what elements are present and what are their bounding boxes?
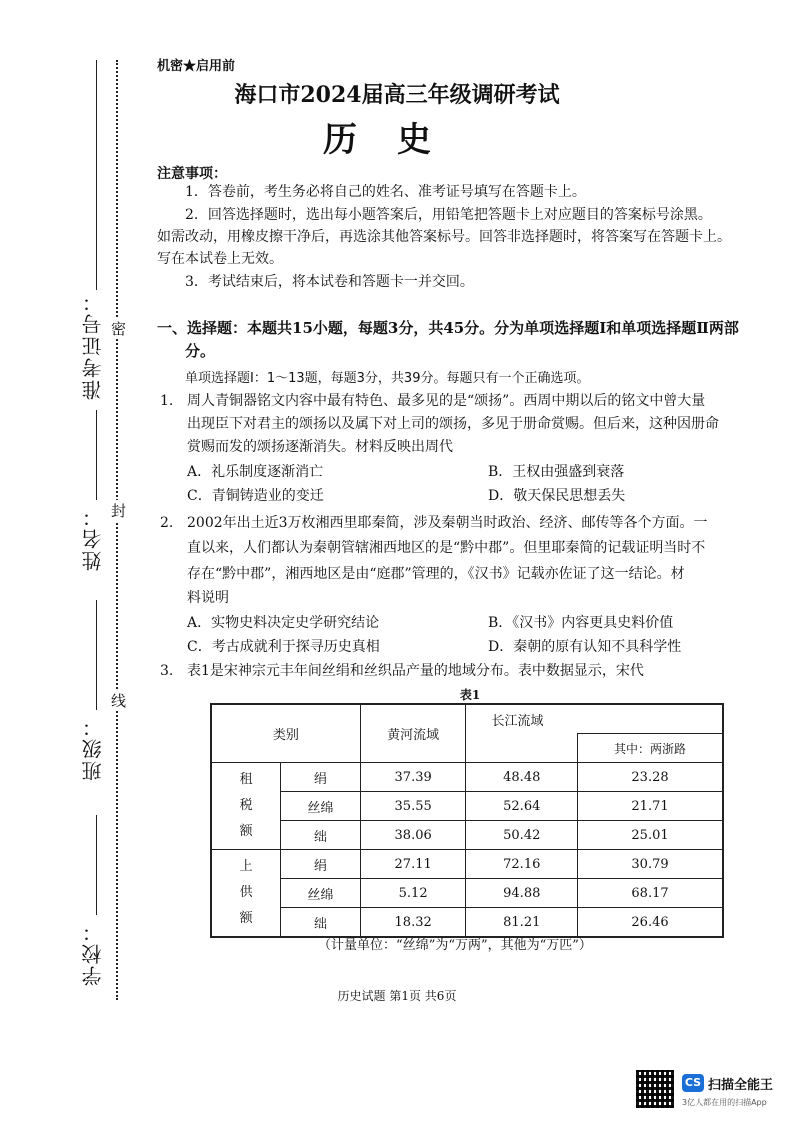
cell-huanghe: 38.06 [360,821,466,850]
cell-changjiang: 94.88 [466,879,578,908]
confidential-mark: 机密★启用前 [157,59,236,74]
cell-huanghe: 5.12 [360,879,466,908]
group-label-supply: 上 供 额 [211,850,281,938]
cell-huanghe: 37.39 [360,763,466,792]
question-2-line-4: 料说明 [187,590,229,606]
question-2-line-2: 直以来，人们都认为秦朝管辖湘西地区的是“黔中郡”。但里耶秦简的记载证明当时不 [187,540,706,556]
table-row [211,850,723,879]
notes-heading: 注意事项： [157,166,227,182]
group-label-tax: 租 税 额 [211,763,281,850]
note-item-3: 3．考试结束后，将本试卷和答题卡一并交回。 [185,274,474,290]
exam-number-label: 准考证号： [81,290,105,400]
question-2-option-a: A．实物史料决定史学研究结论 [187,615,380,631]
binding-dotted-line [116,60,118,1000]
qr-code-icon [636,1070,674,1108]
question-1-option-a: A．礼乐制度逐渐消亡 [187,464,324,480]
cell-changjiang: 50.42 [466,821,578,850]
question-1-option-b: B．王权由强盛到衰落 [488,464,625,480]
question-2-line-3: 存在“黔中郡”，湘西地区是由“庭郡”管理的，《汉书》记载亦佐证了这一结论。材 [187,566,685,582]
row-item: 绢 [281,763,361,792]
question-3-line-1: 表1是宋神宗元丰年间丝绢和丝织品产量的地域分布。表中数据显示，宋代 [187,663,644,679]
table-row [211,908,723,938]
table-caption: 表1 [459,688,481,702]
cell-huanghe: 18.32 [360,908,466,938]
cell-liangzhe: 21.71 [578,792,723,821]
exam-title: 海口市2024届高三年级调研考试 [234,82,560,108]
question-3-number: 3. [160,663,174,679]
table-row [211,763,723,792]
row-item: 丝绵 [281,792,361,821]
section-heading-cont: 分。 [185,342,216,360]
page-footer: 历史试题 第1页 共6页 [337,989,457,1003]
scanner-app-name: 扫描全能王 [708,1078,774,1093]
question-2-option-b: B．《汉书》内容更具史料价值 [488,615,674,631]
table-header-row [211,704,723,734]
note-item-1: 1．答卷前，考生务必将自己的姓名、准考证号填写在答题卡上。 [185,184,586,200]
row-item: 绢 [281,850,361,879]
name-blank [96,410,97,500]
question-1-line-2: 出现臣下对君主的颂扬以及属下对上司的颂扬，多见于册命赏赐。但后来，这种因册命 [187,416,719,432]
section-heading: 一、选择题：本题共15小题，每题3分，共45分。分为单项选择题Ⅰ和单项选择题Ⅱ两部 [157,319,739,337]
table-row [211,821,723,850]
question-1-option-c: C．青铜铸造业的变迁 [187,488,324,504]
cell-liangzhe: 30.79 [578,850,723,879]
subject-title: 历史 [323,120,471,160]
table-unit-note: （计量单位：“丝绵”为“万两”，其他为“万匹”） [318,938,592,953]
cell-liangzhe: 25.01 [578,821,723,850]
row-item: 丝绵 [281,879,361,908]
question-2-number: 2. [160,515,174,531]
question-1-option-d: D．敬天保民思想丢失 [488,488,626,504]
header-liangzhe: 其中：两浙路 [578,734,723,763]
cell-changjiang: 81.21 [466,908,578,938]
header-changjiang: 长江流域 [466,704,723,734]
camscanner-logo-icon: CS [682,1074,704,1092]
table-row [211,879,723,908]
seal-mi: 密 [111,320,127,338]
question-1-line-1: 周人青铜器铭文内容中最有特色、最多见的是“颂扬”。西周中期以后的铭文中曾大量 [187,393,706,409]
school-blank [96,815,97,915]
question-2-option-c: C．考古成就利于探寻历史真相 [187,639,380,655]
scanner-tagline: 3亿人都在用的扫描App [682,1098,767,1107]
question-1-line-3: 赏赐而发的颂扬逐渐消失。材料反映出周代 [187,439,453,455]
header-category: 类别 [211,704,360,763]
question-2-line-1: 2002年出土近3万枚湘西里耶秦简，涉及秦朝当时政治、经济、邮传等各个方面。一 [187,515,708,531]
note-item-2-end: 写在本试卷上无效。 [157,251,283,267]
section-subheading: 单项选择题Ⅰ：1～13题，每题3分，共39分。每题只有一个正确选项。 [185,371,590,386]
header-huanghe: 黄河流域 [360,704,466,763]
question-1-number: 1. [160,393,174,409]
cell-changjiang: 52.64 [466,792,578,821]
production-table [210,703,724,938]
cell-liangzhe: 68.17 [578,879,723,908]
cell-changjiang: 48.48 [466,763,578,792]
name-label: 姓名： [81,505,105,571]
cell-huanghe: 35.55 [360,792,466,821]
cell-changjiang: 72.16 [466,850,578,879]
row-item: 绌 [281,821,361,850]
table-row [211,792,723,821]
note-item-2-cont: 如需改动，用橡皮擦干净后，再选涂其他答案标号。回答非选择题时，将答案写在答题卡上。 [157,229,731,245]
cell-huanghe: 27.11 [360,850,466,879]
cell-liangzhe: 23.28 [578,763,723,792]
note-item-2: 2．回答选择题时，选出每小题答案后，用铅笔把答题卡上对应题目的答案标号涂黑。 [185,207,712,223]
cell-liangzhe: 26.46 [578,908,723,938]
school-label: 学校： [81,920,105,986]
row-item: 绌 [281,908,361,938]
question-2-option-d: D．秦朝的原有认知不具科学性 [488,639,682,655]
seal-xian: 线 [111,692,127,710]
seal-feng: 封 [111,502,127,520]
class-label: 班级： [81,715,105,781]
